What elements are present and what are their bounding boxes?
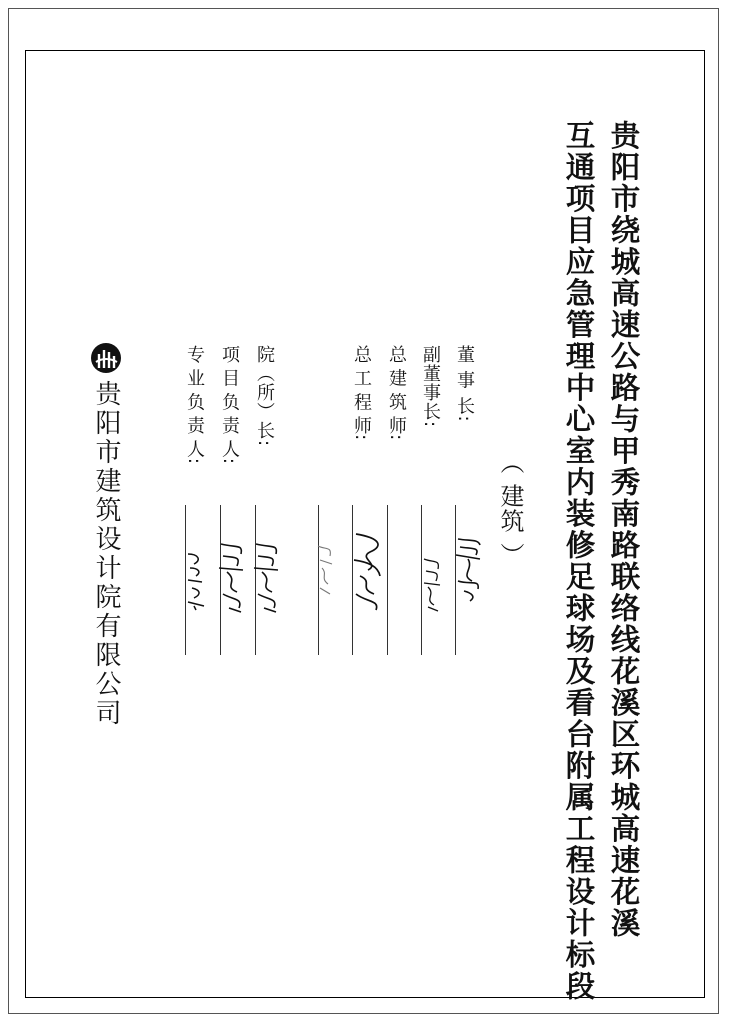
signature-institute-director-icon xyxy=(250,540,286,615)
signature-chief-architect-icon xyxy=(350,530,390,615)
discipline-subtitle: （ 建筑 ） xyxy=(496,450,524,568)
document-title-line-1: 贵阳市绕城高速公路与甲秀南路联络线花溪区环城高速花溪 xyxy=(606,120,641,939)
role-label-project-leader: 项 目 负 责 人: xyxy=(219,345,240,464)
role-label-institute-director: 院（所）长: xyxy=(254,345,275,448)
role-label-chief-architect: 总 建 筑 师: xyxy=(386,345,407,441)
role-label-vice-chairman: 副董事长: xyxy=(420,345,441,429)
document-title-line-2: 互通项目应急管理中心室内装修足球场及看台附属工程设计标段 xyxy=(561,120,596,1002)
signature-discipline-leader-icon xyxy=(182,550,212,612)
signature-faint-icon xyxy=(312,540,342,600)
company-name: 贵阳市建筑设计院有限公司 xyxy=(91,380,121,728)
company-logo-icon xyxy=(90,342,122,374)
role-label-discipline-leader: 专 业 负 责 人: xyxy=(184,345,205,464)
role-label-chief-engineer: 总 工 程 师: xyxy=(351,345,372,441)
signature-chairman-icon xyxy=(450,535,490,605)
signature-vice-chairman-icon xyxy=(418,555,448,615)
inner-border xyxy=(25,50,705,998)
role-label-chairman: 董 事 长: xyxy=(454,345,475,423)
signature-project-leader-icon xyxy=(215,540,251,615)
